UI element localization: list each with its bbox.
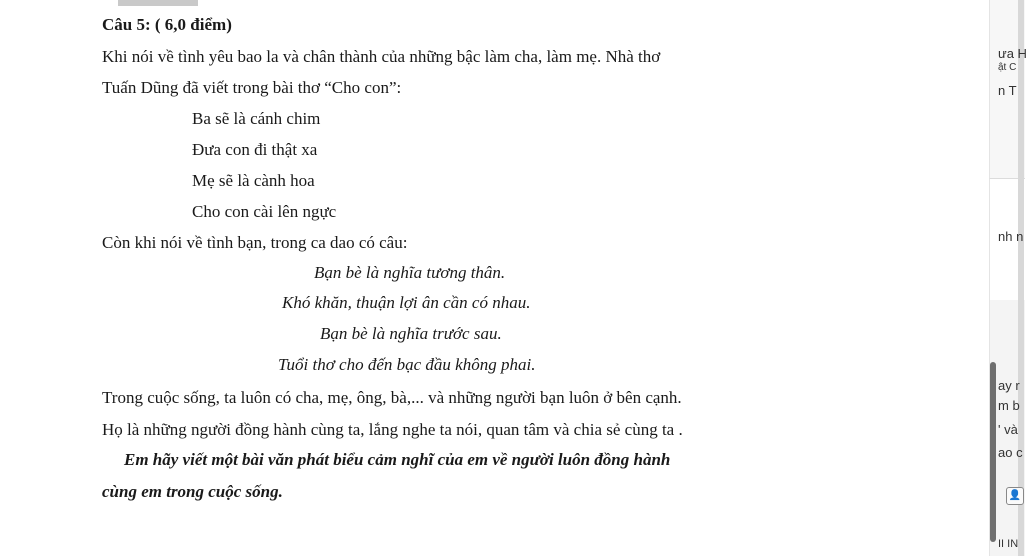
poem1-line: Cho con cài lên ngực bbox=[192, 202, 337, 221]
poem2-line: Bạn bè là nghĩa tương thân. bbox=[314, 263, 506, 282]
intro-line-1: Khi nói về tình yêu bao la và chân thành của những bậc làm cha, làm mẹ. Nhà thơ bbox=[102, 47, 661, 66]
task-line-1: Em hãy viết một bài văn phát biểu cảm nghĩ của em về người luôn đồng hành bbox=[124, 450, 671, 469]
poem2-line: Bạn bè là nghĩa trước sau. bbox=[320, 324, 502, 343]
side-text-fragment: m b bbox=[998, 398, 1020, 413]
top-bar-fragment bbox=[118, 0, 198, 6]
side-text-fragment: II IN bbox=[998, 538, 1019, 550]
side-text-fragment: n T bbox=[998, 83, 1017, 98]
poem2-line: Tuổi thơ cho đến bạc đầu không phai. bbox=[278, 355, 536, 374]
side-text-fragment: ật C bbox=[998, 62, 1017, 73]
paragraph-line-1: Trong cuộc sống, ta luôn có cha, mẹ, ông, bà,... và những người bạn luôn ở bên cạnh. bbox=[102, 388, 682, 407]
intro-line-2: Tuấn Dũng đã viết trong bài thơ “Cho con”: bbox=[102, 78, 402, 97]
question-heading: Câu 5: ( 6,0 điểm) bbox=[102, 15, 232, 34]
person-icon[interactable]: 👤 bbox=[1006, 487, 1024, 505]
side-text-fragment: ao c bbox=[998, 445, 1023, 460]
paragraph-line-2: Họ là những người đồng hành cùng ta, lắng nghe ta nói, quan tâm và chia sẻ cùng ta . bbox=[102, 420, 683, 439]
poem2-line: Khó khăn, thuận lợi ân cần có nhau. bbox=[282, 293, 531, 312]
task-line-2: cùng em trong cuộc sống. bbox=[102, 482, 283, 501]
poem1-line: Mẹ sẽ là cành hoa bbox=[192, 171, 315, 190]
friendship-intro: Còn khi nói về tình bạn, trong ca dao có câu: bbox=[102, 233, 408, 252]
poem1-line: Đưa con đi thật xa bbox=[192, 140, 318, 159]
vertical-scrollbar[interactable] bbox=[990, 362, 996, 542]
side-text-fragment: nh n bbox=[998, 229, 1024, 244]
side-text-fragment: ' và bbox=[998, 422, 1018, 437]
side-text-fragment: ay r bbox=[998, 378, 1020, 393]
poem1-line: Ba sẽ là cánh chim bbox=[192, 109, 321, 128]
side-text-fragment: ưa H bbox=[998, 46, 1027, 61]
